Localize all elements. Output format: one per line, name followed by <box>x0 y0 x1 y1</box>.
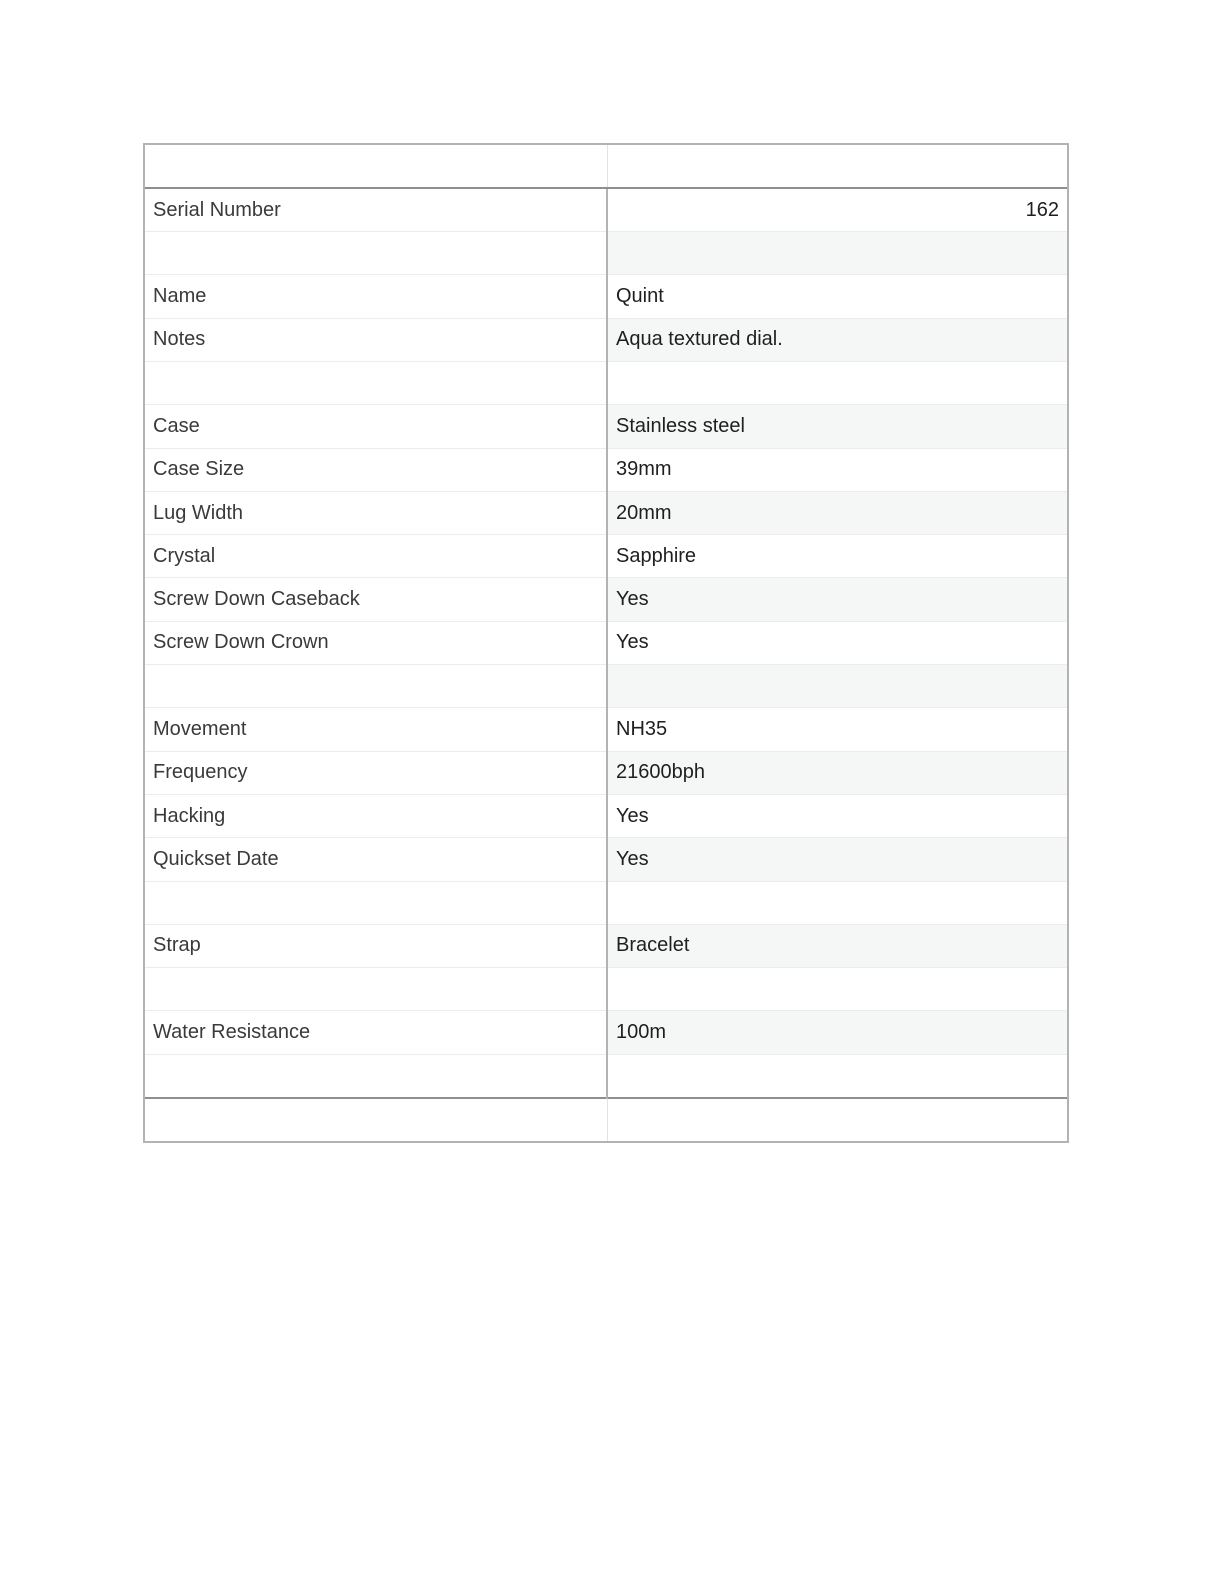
table-row-blank <box>145 881 1067 924</box>
table-row-hacking <box>145 794 1067 837</box>
header-cell-label <box>145 145 607 188</box>
table-row-blank <box>145 968 1067 1011</box>
row-label: Movement <box>145 708 607 751</box>
table-row-name <box>145 275 1067 318</box>
row-value: 20mm <box>607 491 1067 534</box>
row-label: Screw Down Caseback <box>145 578 607 621</box>
table-row-strap <box>145 924 1067 967</box>
table-row-movement <box>145 708 1067 751</box>
row-value: 162 <box>607 188 1067 231</box>
footer-row <box>145 1098 1067 1141</box>
footer-cell-value <box>607 1098 1067 1141</box>
row-value: Yes <box>607 578 1067 621</box>
row-label <box>145 232 607 275</box>
row-value: Stainless steel <box>607 405 1067 448</box>
row-value <box>607 232 1067 275</box>
table-row-lug-width <box>145 491 1067 534</box>
row-label: Notes <box>145 318 607 361</box>
row-value: NH35 <box>607 708 1067 751</box>
spec-table <box>145 145 1067 1141</box>
row-label: Strap <box>145 924 607 967</box>
spec-sheet <box>143 143 1069 1143</box>
row-label <box>145 968 607 1011</box>
row-label: Quickset Date <box>145 838 607 881</box>
row-label: Case Size <box>145 448 607 491</box>
row-value: Quint <box>607 275 1067 318</box>
table-row-blank <box>145 665 1067 708</box>
table-row-blank <box>145 361 1067 404</box>
header-row <box>145 145 1067 188</box>
table-row-case <box>145 405 1067 448</box>
row-value <box>607 1054 1067 1097</box>
row-value: Sapphire <box>607 535 1067 578</box>
row-value: Yes <box>607 621 1067 664</box>
row-label: Screw Down Crown <box>145 621 607 664</box>
row-label: Crystal <box>145 535 607 578</box>
row-value <box>607 665 1067 708</box>
table-row-frequency <box>145 751 1067 794</box>
row-value <box>607 881 1067 924</box>
row-value: 39mm <box>607 448 1067 491</box>
row-label <box>145 665 607 708</box>
row-value <box>607 968 1067 1011</box>
table-row-case-size <box>145 448 1067 491</box>
table-row-serial-number <box>145 188 1067 231</box>
row-label: Water Resistance <box>145 1011 607 1054</box>
row-label: Frequency <box>145 751 607 794</box>
row-value: Aqua textured dial. <box>607 318 1067 361</box>
row-label: Case <box>145 405 607 448</box>
header-cell-value <box>607 145 1067 188</box>
row-label: Name <box>145 275 607 318</box>
row-value: Yes <box>607 794 1067 837</box>
row-value: Yes <box>607 838 1067 881</box>
table-row-screw-down-caseback <box>145 578 1067 621</box>
table-row-blank <box>145 1054 1067 1097</box>
row-label: Serial Number <box>145 188 607 231</box>
table-row-crystal <box>145 535 1067 578</box>
row-label <box>145 361 607 404</box>
row-label <box>145 1054 607 1097</box>
row-value: 100m <box>607 1011 1067 1054</box>
row-value: 21600bph <box>607 751 1067 794</box>
table-row-notes <box>145 318 1067 361</box>
table-row-screw-down-crown <box>145 621 1067 664</box>
row-label: Hacking <box>145 794 607 837</box>
table-row-water-resistance <box>145 1011 1067 1054</box>
row-label: Lug Width <box>145 491 607 534</box>
row-label <box>145 881 607 924</box>
table-row-quickset-date <box>145 838 1067 881</box>
table-row-blank <box>145 232 1067 275</box>
row-value: Bracelet <box>607 924 1067 967</box>
footer-cell-label <box>145 1098 607 1141</box>
row-value <box>607 361 1067 404</box>
